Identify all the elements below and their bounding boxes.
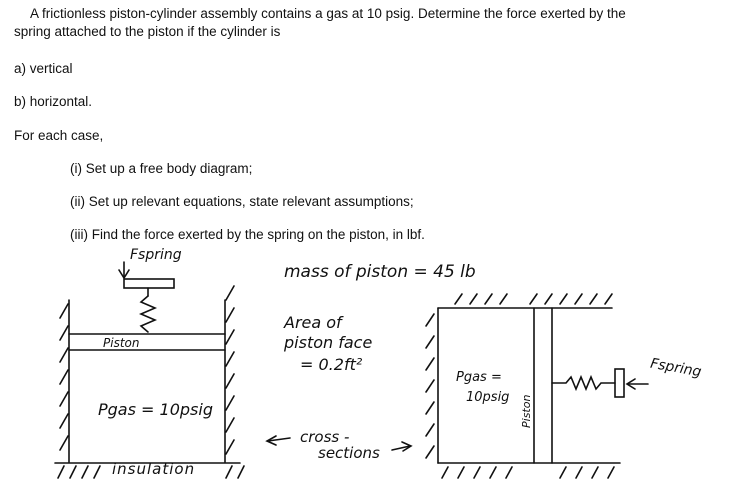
cross-label-2: sections xyxy=(318,444,380,462)
horizontal-cylinder-left-hatch xyxy=(426,314,434,458)
area-line-1: Area of xyxy=(284,313,342,332)
fspring-label-horizontal: Fspring xyxy=(649,355,703,381)
pgas-label-horizontal-2: 10psig xyxy=(466,390,510,405)
case-b: b) horizontal. xyxy=(14,94,93,109)
vertical-cylinder-right-hatch xyxy=(226,286,234,454)
area-line-3: = 0.2ft² xyxy=(300,355,363,374)
pgas-label-horizontal-1: Pgas = xyxy=(456,370,502,385)
for-each-case: For each case, xyxy=(14,128,104,143)
horizontal-cylinder-top-hatch xyxy=(455,294,612,304)
vertical-spring xyxy=(141,296,155,332)
case-a: a) vertical xyxy=(14,61,73,76)
area-line-2: piston face xyxy=(284,333,373,352)
mass-of-piston: mass of piston = 45 lb xyxy=(284,262,476,282)
spring-end-plate xyxy=(615,369,624,397)
spring-top-plate xyxy=(124,279,174,288)
insulation-label: insulation xyxy=(112,460,196,478)
problem-line-1: A frictionless piston-cylinder assembly contains a gas at 10 psig. Determine the force exerted by the xyxy=(30,6,626,21)
piston-label-vertical: Piston xyxy=(103,336,140,350)
step-2: (ii) Set up relevant equations, state relevant assumptions; xyxy=(70,194,414,209)
vertical-cylinder-left-hatch xyxy=(60,304,68,450)
pgas-label-vertical: Pgas = 10psig xyxy=(98,400,213,419)
fspring-label-vertical: Fspring xyxy=(130,247,182,263)
step-1: (i) Set up a free body diagram; xyxy=(70,161,253,176)
problem-line-2: spring attached to the piston if the cylinder is xyxy=(14,24,281,39)
cross-label-1: cross - xyxy=(300,428,350,446)
step-3: (iii) Find the force exerted by the spring on the piston, in lbf. xyxy=(70,227,425,242)
horizontal-spring xyxy=(552,377,615,389)
horizontal-cylinder-bottom-hatch xyxy=(442,467,614,478)
piston-label-horizontal: Piston xyxy=(520,394,533,428)
